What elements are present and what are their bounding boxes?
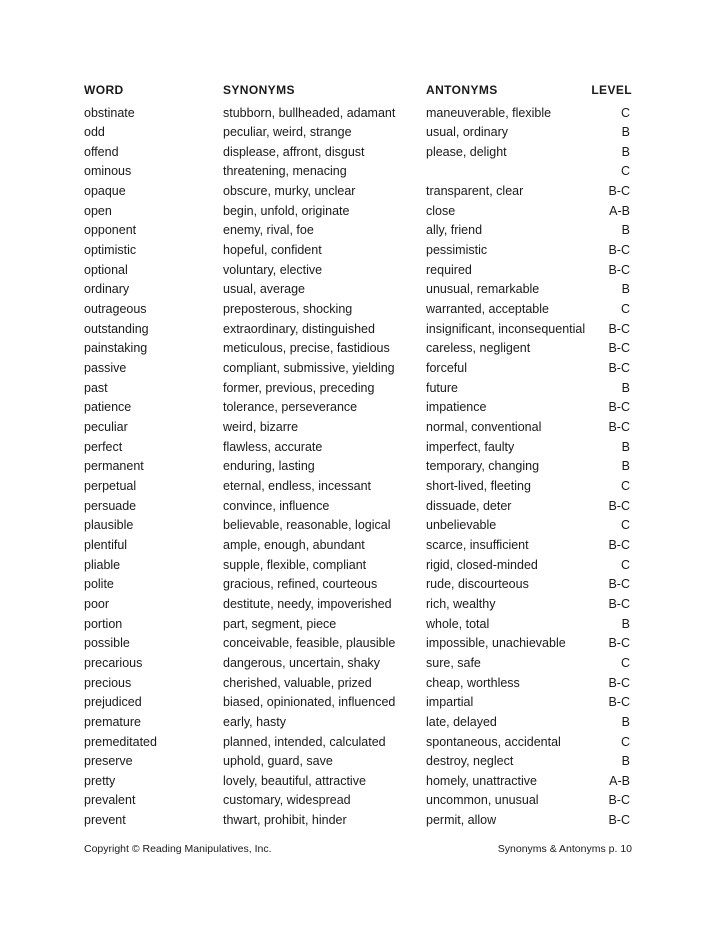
- level-cell: B-C: [608, 420, 630, 434]
- word-cell: perpetual: [84, 478, 137, 493]
- antonyms-cell: ally, friend: [426, 223, 483, 238]
- antonyms-cell: permit, allow: [426, 813, 497, 828]
- antonyms-cell: insignificant, inconsequential: [426, 321, 586, 336]
- antonyms-cell: pessimistic: [426, 243, 488, 258]
- level-cell: B-C: [608, 695, 630, 710]
- synonyms-cell: peculiar, weird, strange: [223, 125, 352, 140]
- level-cell: B: [621, 223, 630, 238]
- antonyms-cell: rigid, closed-minded: [426, 557, 538, 572]
- synonyms-cell: stubborn, bullheaded, adamant: [223, 105, 396, 120]
- table-row: [0, 556, 720, 576]
- level-cell: A-B: [609, 773, 630, 788]
- word-cell: outstanding: [84, 321, 149, 336]
- antonyms-cell: impartial: [426, 695, 474, 710]
- antonyms-cell: usual, ordinary: [426, 125, 508, 140]
- antonyms-cell: cheap, worthless: [426, 675, 520, 690]
- level-cell: B: [621, 459, 630, 474]
- antonyms-cell: imperfect, faulty: [426, 439, 515, 454]
- synonyms-cell: convince, influence: [223, 498, 330, 513]
- antonyms-cell: temporary, changing: [426, 459, 540, 474]
- header-antonyms: ANTONYMS: [426, 83, 498, 97]
- word-cell: premeditated: [84, 734, 157, 749]
- synonyms-cell: hopeful, confident: [223, 243, 322, 258]
- word-cell: prevalent: [84, 793, 136, 808]
- antonyms-cell: impatience: [426, 400, 487, 415]
- antonyms-cell: sure, safe: [426, 655, 481, 670]
- table-row: [0, 733, 720, 753]
- level-cell: B-C: [608, 400, 630, 415]
- level-cell: C: [620, 655, 630, 670]
- level-cell: B: [621, 754, 630, 769]
- antonyms-cell: careless, negligent: [426, 341, 531, 356]
- table-row: [0, 693, 720, 713]
- antonyms-cell: required: [426, 262, 472, 277]
- synonyms-cell: preposterous, shocking: [223, 302, 353, 317]
- level-cell: B-C: [608, 537, 630, 552]
- header-word: WORD: [84, 83, 124, 97]
- word-cell: possible: [84, 636, 130, 651]
- synonyms-cell: eternal, endless, incessant: [223, 478, 372, 493]
- antonyms-cell: maneuverable, flexible: [426, 105, 552, 120]
- level-cell: B: [621, 282, 630, 297]
- word-cell: open: [84, 203, 112, 218]
- level-cell: B-C: [608, 243, 630, 258]
- synonyms-cell: meticulous, precise, fastidious: [223, 341, 390, 356]
- synonyms-cell: lovely, beautiful, attractive: [223, 773, 366, 788]
- antonyms-cell: rude, discourteous: [426, 577, 529, 592]
- word-cell: precarious: [84, 655, 143, 670]
- word-cell: premature: [84, 714, 141, 729]
- synonyms-cell: uphold, guard, save: [223, 754, 333, 769]
- level-cell: B-C: [608, 636, 630, 651]
- table-header: [0, 83, 720, 101]
- synonyms-cell: thwart, prohibit, hinder: [223, 813, 347, 828]
- level-cell: B-C: [608, 577, 630, 592]
- antonyms-cell: uncommon, unusual: [426, 793, 539, 808]
- synonyms-cell: tolerance, perseverance: [223, 400, 358, 415]
- synonyms-cell: compliant, submissive, yielding: [223, 361, 395, 376]
- table-row: [0, 182, 720, 202]
- synonyms-cell: gracious, refined, courteous: [223, 577, 378, 592]
- word-cell: peculiar: [84, 420, 128, 434]
- antonyms-cell: spontaneous, accidental: [426, 734, 561, 749]
- antonyms-cell: dissuade, deter: [426, 498, 512, 513]
- level-cell: B: [621, 439, 630, 454]
- level-cell: B: [621, 616, 630, 631]
- word-cell: odd: [84, 125, 105, 140]
- synonyms-cell: destitute, needy, impoverished: [223, 596, 392, 611]
- table-row: [0, 261, 720, 281]
- table-row: [0, 162, 720, 182]
- level-cell: C: [620, 478, 630, 493]
- level-cell: B-C: [608, 813, 630, 828]
- antonyms-cell: destroy, neglect: [426, 754, 514, 769]
- synonyms-cell: enemy, rival, foe: [223, 223, 314, 238]
- synonyms-cell: conceivable, feasible, plausible: [223, 636, 396, 651]
- word-cell: opponent: [84, 223, 137, 238]
- level-cell: C: [620, 302, 630, 317]
- antonyms-cell: unusual, remarkable: [426, 282, 540, 297]
- antonyms-cell: late, delayed: [426, 714, 497, 729]
- page-footer: [0, 843, 720, 859]
- synonyms-cell: voluntary, elective: [223, 262, 323, 277]
- synonyms-cell: weird, bizarre: [223, 420, 299, 434]
- level-cell: B-C: [608, 184, 630, 199]
- level-cell: C: [620, 734, 630, 749]
- word-cell: polite: [84, 577, 114, 592]
- copyright-text: Copyright © Reading Manipulatives, Inc.: [84, 843, 272, 855]
- synonyms-cell: biased, opinionated, influenced: [223, 695, 396, 710]
- antonyms-cell: forceful: [426, 361, 467, 376]
- table-row: [0, 497, 720, 517]
- word-cell: passive: [84, 361, 127, 376]
- table-row: [0, 339, 720, 359]
- synonyms-cell: threatening, menacing: [223, 164, 347, 179]
- table-row: [0, 398, 720, 418]
- word-cell: plentiful: [84, 537, 128, 552]
- level-cell: B-C: [608, 341, 630, 356]
- table-row: [0, 654, 720, 674]
- level-cell: B-C: [608, 262, 630, 277]
- word-cell: painstaking: [84, 341, 148, 356]
- table-row: [0, 143, 720, 163]
- synonyms-cell: part, segment, piece: [223, 616, 337, 631]
- synonyms-cell: customary, widespread: [223, 793, 351, 808]
- table-row: [0, 516, 720, 536]
- table-row: [0, 634, 720, 654]
- table-row: [0, 772, 720, 792]
- antonyms-cell: rich, wealthy: [426, 596, 496, 611]
- word-cell: optimistic: [84, 243, 137, 258]
- table-row: [0, 123, 720, 143]
- antonyms-cell: impossible, unachievable: [426, 636, 566, 651]
- word-cell: past: [84, 380, 108, 395]
- synonyms-cell: former, previous, preceding: [223, 380, 375, 395]
- table-row: [0, 713, 720, 733]
- word-cell: plausible: [84, 518, 134, 533]
- synonyms-cell: planned, intended, calculated: [223, 734, 386, 749]
- synonyms-cell: supple, flexible, compliant: [223, 557, 367, 572]
- antonyms-cell: transparent, clear: [426, 184, 524, 199]
- synonyms-cell: obscure, murky, unclear: [223, 184, 356, 199]
- header-level: LEVEL: [591, 83, 632, 97]
- synonyms-cell: flawless, accurate: [223, 439, 323, 454]
- word-cell: portion: [84, 616, 123, 631]
- word-cell: prejudiced: [84, 695, 142, 710]
- word-cell: pretty: [84, 773, 116, 788]
- table-row: [0, 595, 720, 615]
- word-cell: optional: [84, 262, 128, 277]
- table-row: [0, 791, 720, 811]
- level-cell: B: [621, 144, 630, 159]
- page-label: Synonyms & Antonyms p. 10: [497, 843, 632, 855]
- table-row: [0, 300, 720, 320]
- table-row: [0, 221, 720, 241]
- word-cell: permanent: [84, 459, 144, 474]
- word-cell: patience: [84, 400, 132, 415]
- word-cell: precious: [84, 675, 132, 690]
- level-cell: C: [620, 105, 630, 120]
- synonyms-cell: dangerous, uncertain, shaky: [223, 655, 381, 670]
- antonyms-cell: please, delight: [426, 144, 507, 159]
- level-cell: A-B: [609, 203, 630, 218]
- table-row: [0, 280, 720, 300]
- synonyms-cell: displease, affront, disgust: [223, 144, 365, 159]
- word-cell: outrageous: [84, 302, 147, 317]
- word-cell: obstinate: [84, 105, 135, 120]
- word-cell: offend: [84, 144, 119, 159]
- antonyms-cell: whole, total: [426, 616, 490, 631]
- word-cell: persuade: [84, 498, 137, 513]
- level-cell: B: [621, 125, 630, 140]
- level-cell: B-C: [608, 321, 630, 336]
- table-row: [0, 359, 720, 379]
- table-row: [0, 674, 720, 694]
- word-cell: ordinary: [84, 282, 130, 297]
- antonyms-cell: homely, unattractive: [426, 773, 537, 788]
- table-row: [0, 811, 720, 831]
- level-cell: B-C: [608, 498, 630, 513]
- table-row: [0, 320, 720, 340]
- antonyms-cell: close: [426, 203, 456, 218]
- synonyms-cell: ample, enough, abundant: [223, 537, 365, 552]
- antonyms-cell: warranted, acceptable: [426, 302, 549, 317]
- table-row: [0, 418, 720, 438]
- level-cell: B-C: [608, 793, 630, 808]
- antonyms-cell: unbelievable: [426, 518, 497, 533]
- synonyms-cell: usual, average: [223, 282, 306, 297]
- level-cell: B-C: [608, 596, 630, 611]
- antonyms-cell: future: [426, 380, 458, 395]
- level-cell: C: [620, 164, 630, 179]
- antonyms-cell: scarce, insufficient: [426, 537, 529, 552]
- antonyms-cell: short-lived, fleeting: [426, 478, 531, 493]
- table-row: [0, 241, 720, 261]
- table-row: [0, 575, 720, 595]
- level-cell: B-C: [608, 675, 630, 690]
- table-row: [0, 202, 720, 222]
- antonyms-cell: normal, conventional: [426, 420, 542, 434]
- synonyms-cell: enduring, lasting: [223, 459, 315, 474]
- word-cell: perfect: [84, 439, 123, 454]
- word-cell: pliable: [84, 557, 121, 572]
- synonyms-cell: early, hasty: [223, 714, 286, 729]
- header-synonyms: SYNONYMS: [223, 83, 295, 97]
- table-row: [0, 615, 720, 635]
- level-cell: C: [620, 557, 630, 572]
- table-row: [0, 477, 720, 497]
- level-cell: B: [621, 380, 630, 395]
- word-table: [0, 104, 720, 831]
- word-cell: prevent: [84, 813, 126, 828]
- table-row: [0, 104, 720, 124]
- word-cell: preserve: [84, 754, 133, 769]
- level-cell: B-C: [608, 361, 630, 376]
- word-cell: ominous: [84, 164, 132, 179]
- synonyms-cell: cherished, valuable, prized: [223, 675, 372, 690]
- word-cell: poor: [84, 596, 110, 611]
- synonyms-cell: believable, reasonable, logical: [223, 518, 391, 533]
- level-cell: B: [621, 714, 630, 729]
- table-row: [0, 457, 720, 477]
- table-row: [0, 752, 720, 772]
- word-cell: opaque: [84, 184, 126, 199]
- table-row: [0, 536, 720, 556]
- table-row: [0, 379, 720, 399]
- table-row: [0, 438, 720, 458]
- synonyms-cell: extraordinary, distinguished: [223, 321, 375, 336]
- synonyms-cell: begin, unfold, originate: [223, 203, 350, 218]
- level-cell: C: [620, 518, 630, 533]
